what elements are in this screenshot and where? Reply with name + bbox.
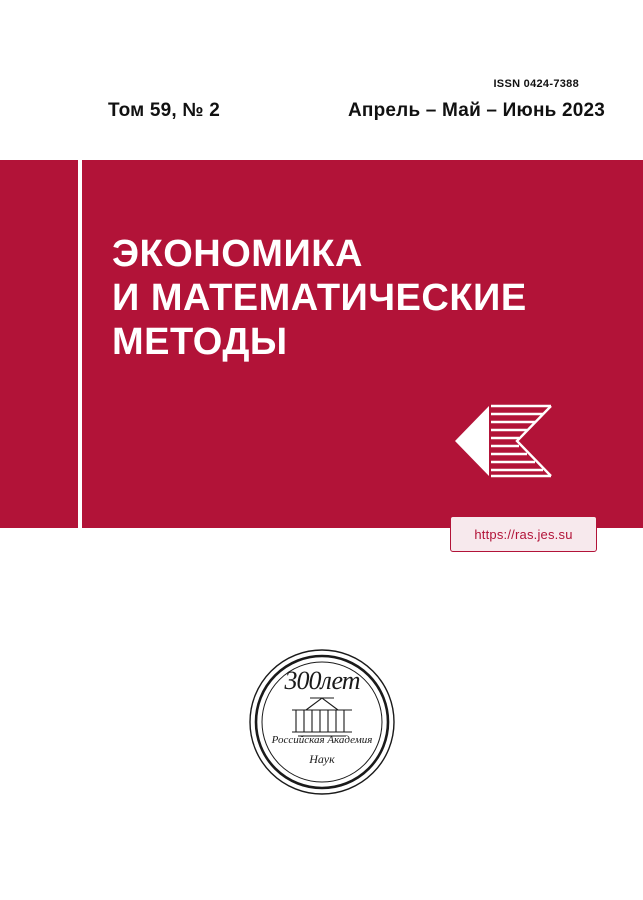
journal-emblem-icon bbox=[455, 400, 555, 482]
banner-divider bbox=[78, 160, 82, 528]
issue-date-label: Апрель – Май – Июнь 2023 bbox=[348, 100, 606, 121]
journal-title-line-3: МЕТОДЫ bbox=[112, 321, 288, 364]
seal-academy-line-2: Наук bbox=[309, 752, 335, 766]
journal-title-line-1: ЭКОНОМИКА bbox=[112, 233, 363, 275]
seal-academy-line-1: Российская Академия bbox=[271, 734, 373, 746]
journal-url-label: https://ras.jes.su bbox=[474, 526, 573, 542]
journal-url-badge[interactable] bbox=[450, 516, 597, 552]
journal-title-line-2: И МАТЕМАТИЧЕСКИЕ bbox=[112, 277, 527, 320]
journal-title bbox=[112, 232, 612, 364]
ras-300-anniversary-seal-icon bbox=[248, 648, 396, 796]
seal-anniversary-label: 300лет bbox=[284, 666, 360, 695]
volume-number-label: Том 59, № 2 bbox=[108, 100, 221, 121]
title-banner bbox=[0, 160, 643, 528]
issn-label: ISSN 0424-7388 bbox=[493, 78, 579, 90]
